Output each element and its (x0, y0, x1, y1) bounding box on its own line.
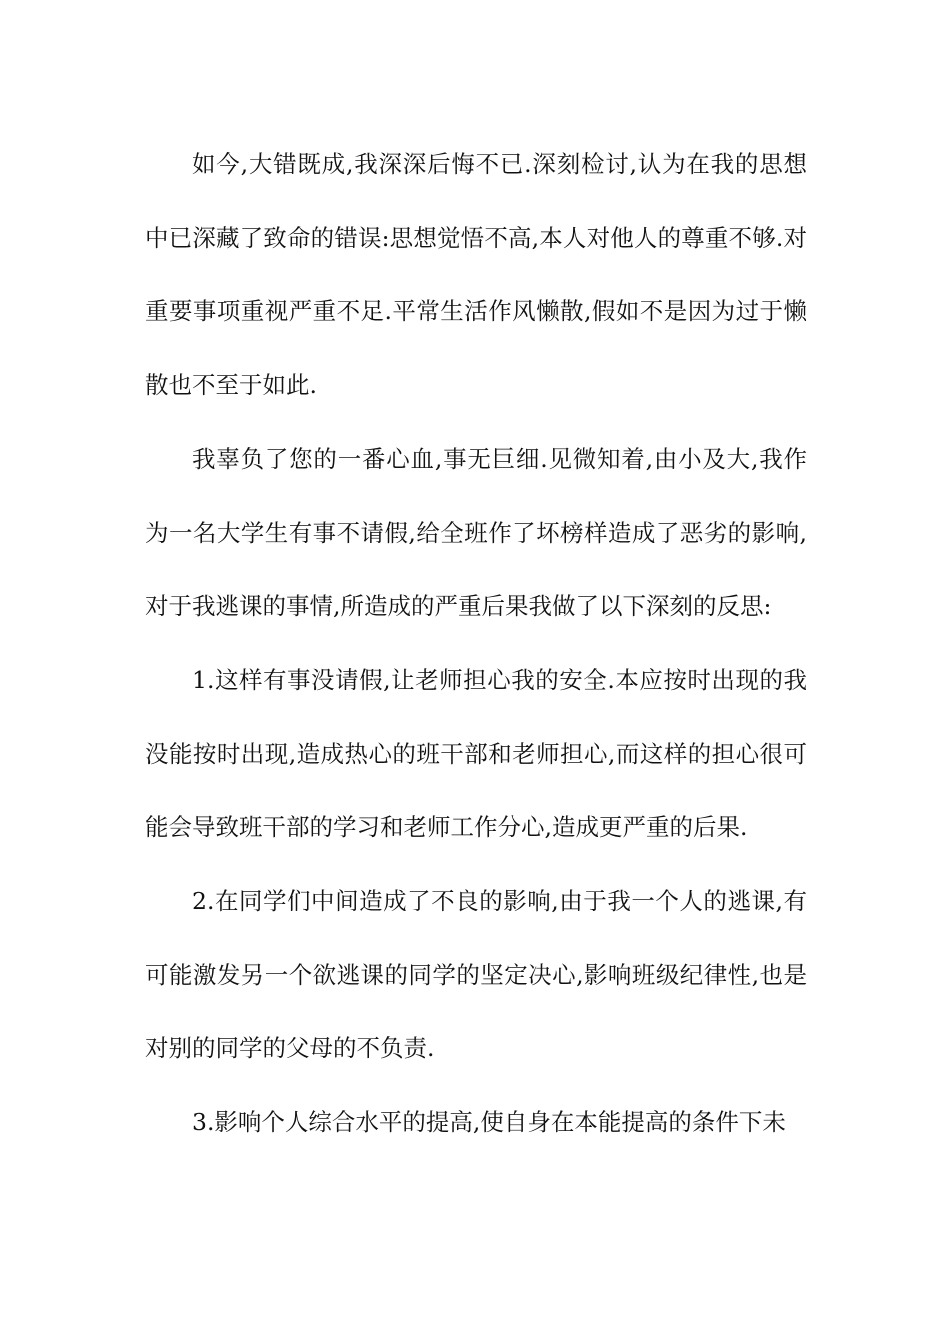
paragraph-point-3: 3.影响个人综合水平的提高,使自身在本能提高的条件下未 (192, 1108, 786, 1137)
paragraph-point-2: 2.在同学们中间造成了不良的影响,由于我一个人的逃课,有可能激发另一个欲逃课的同学的坚定决心,影响班级纪律性,也是对别的同学的父母的不负责. (145, 887, 807, 1063)
paragraph-regret: 如今,大错既成,我深深后悔不已.深刻检讨,认为在我的思想中已深藏了致命的错误:思想觉悟不高,本人对他人的尊重不够.对重要事项重视严重不足.平常生活作风懒散,假如不是因为过于懒散也不至于如此. (145, 150, 807, 400)
document-body (145, 128, 807, 1160)
paragraph-reflection-intro: 我辜负了您的一番心血,事无巨细.见微知着,由小及大,我作为一名大学生有事不请假,给全班作了坏榜样造成了恶劣的影响,对于我逃课的事情,所造成的严重后果我做了以下深刻的反思: (145, 444, 807, 621)
paragraph-point-1: 1.这样有事没请假,让老师担心我的安全.本应按时出现的我没能按时出现,造成热心的班干部和老师担心,而这样的担心很可能会导致班干部的学习和老师工作分心,造成更严重的后果. (145, 665, 807, 842)
